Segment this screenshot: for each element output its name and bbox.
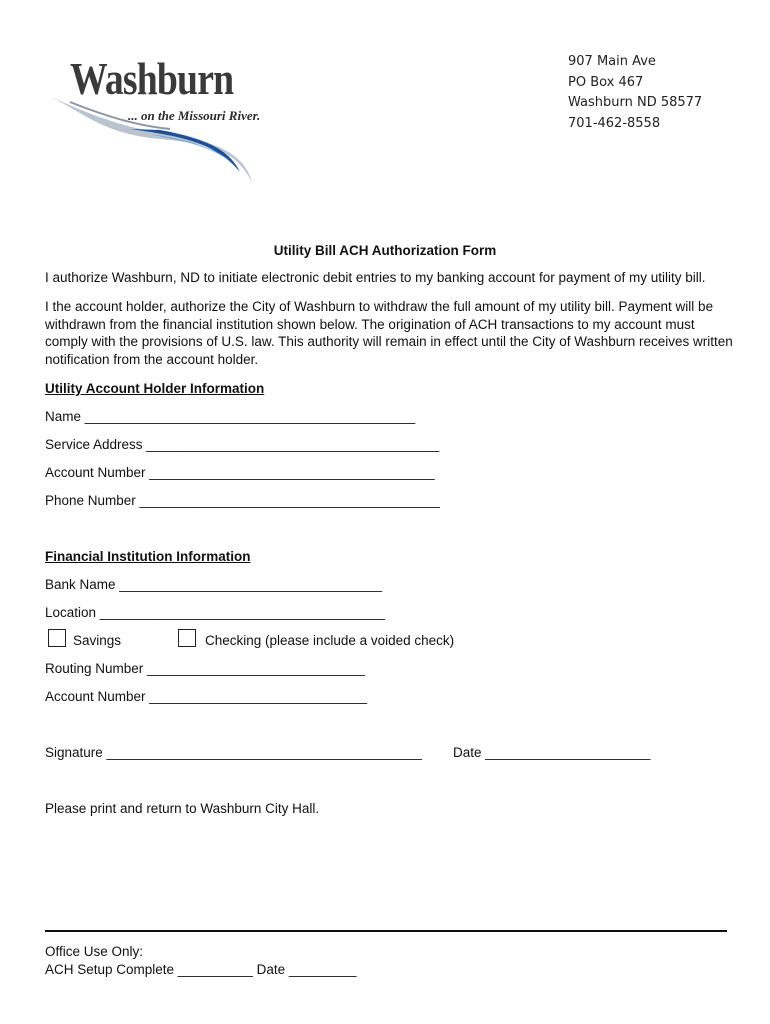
address-street: 907 Main Ave (568, 54, 656, 69)
location-field[interactable]: Location ______________________________________ (45, 605, 386, 620)
savings-checkbox[interactable] (48, 629, 66, 647)
logo-tagline: ... on the Missouri River. (128, 108, 261, 123)
office-use-line: ACH Setup Complete __________ Date _________ (45, 962, 357, 977)
bank-account-number-field[interactable]: Account Number _____________________________ (45, 689, 368, 704)
routing-number-field[interactable]: Routing Number _____________________________ (45, 661, 365, 676)
financial-institution-heading: Financial Institution Information (45, 549, 251, 564)
bank-name-field[interactable]: Bank Name ___________________________________ (45, 577, 383, 592)
washburn-logo (40, 54, 280, 194)
divider-line (45, 930, 727, 932)
address-phone: 701-462-8558 (568, 115, 661, 131)
authorization-paragraph: I the account holder, authorize the City of Washburn to withdraw the full amount of my utility bill. Payment will be withdrawn from the financial institution shown below. The origination of ACH transactions to my account must comply with the provisions of U.S. law. This authority will remain in effect until the City of Washburn receives written notification from the account holder. (45, 299, 733, 367)
logo-title: Washburn (70, 53, 234, 104)
intro-paragraph: I authorize Washburn, ND to initiate electronic debit entries to my banking account for payment of my utility bill. (45, 270, 706, 285)
savings-label: Savings (73, 633, 122, 648)
date-field[interactable]: Date ______________________ (453, 745, 651, 760)
phone-number-field[interactable]: Phone Number ________________________________________ (45, 493, 440, 508)
form-title: Utility Bill ACH Authorization Form (273, 243, 497, 258)
address-city-state-zip: Washburn ND 58577 (568, 95, 703, 110)
checking-label: Checking (please include a voided check) (205, 633, 455, 648)
address-po-box: PO Box 467 (568, 74, 644, 90)
service-address-field[interactable]: Service Address _______________________________________ (45, 437, 440, 452)
address-block (568, 52, 702, 134)
signature-field[interactable]: Signature __________________________________________ (45, 745, 422, 760)
checking-checkbox[interactable] (178, 629, 196, 647)
account-number-field[interactable]: Account Number ______________________________________ (45, 465, 435, 480)
account-holder-heading: Utility Account Holder Information (45, 381, 265, 396)
office-use-heading: Office Use Only: (45, 944, 144, 959)
name-field[interactable]: Name ____________________________________________ (45, 409, 416, 424)
return-note: Please print and return to Washburn City Hall. (45, 801, 320, 816)
